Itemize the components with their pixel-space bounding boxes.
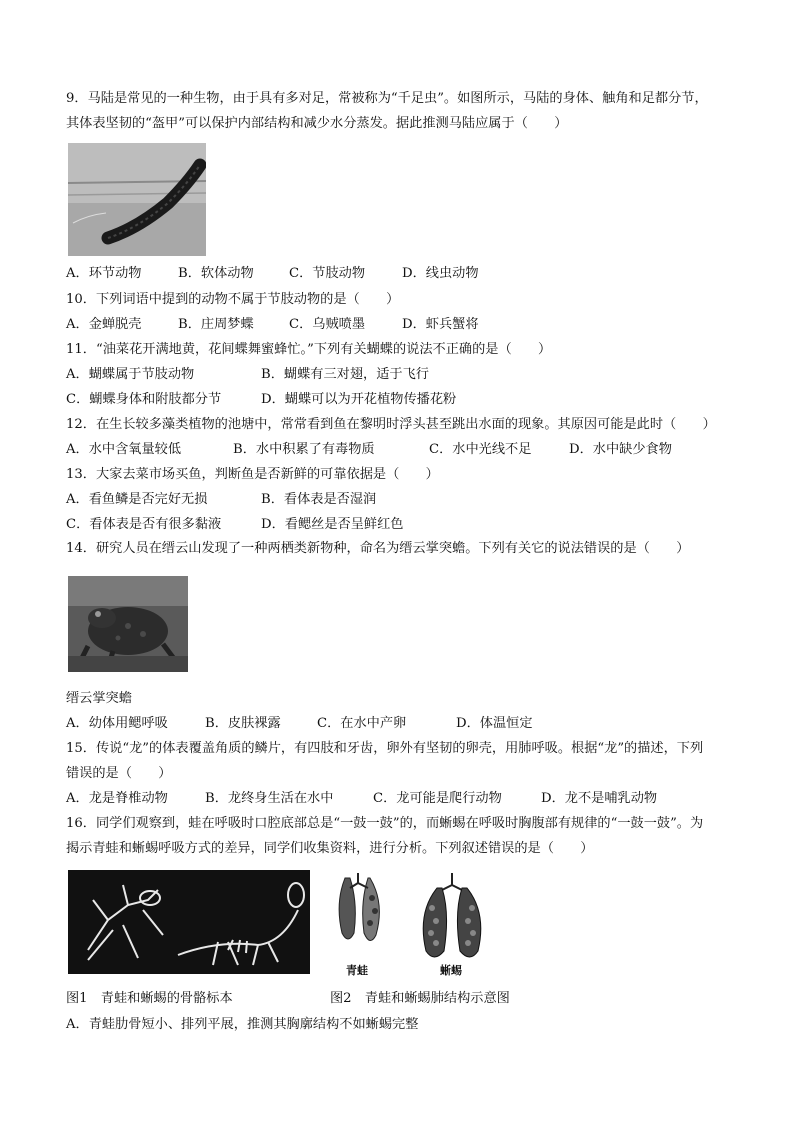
q15-option-b: B．龙终身生活在水中: [205, 791, 334, 806]
q15-stem-line2: 错误的是（ ）: [66, 766, 172, 781]
q11-option-b: B．蝴蝶有三对翅，适于飞行: [261, 367, 429, 382]
q12-stem: 12．在生长较多藻类植物的池塘中，常常看到鱼在黎明时浮头甚至跳出水面的现象。其原因可能是此时（ ）: [66, 417, 716, 432]
q14-option-c: C．在水中产卵: [317, 716, 407, 731]
q13-option-b: B．看体表是否湿润: [261, 492, 377, 507]
q9-option-b: B．软体动物: [178, 266, 254, 281]
skeleton-photo: [68, 870, 310, 974]
q13-stem: 13．大家去菜市场买鱼，判断鱼是否新鲜的可靠依据是（ ）: [66, 467, 439, 482]
q9-option-d: D．线虫动物: [402, 266, 479, 281]
frog-label: 青蛙: [346, 964, 368, 977]
q14-image-caption: 缙云掌突蟾: [66, 691, 132, 706]
q9-stem-line2: 其体表坚韧的“盔甲”可以保护内部结构和减少水分蒸发。据此推测马陆应属于（ ）: [66, 116, 568, 131]
q14-option-a: A．幼体用鳃呼吸: [66, 716, 168, 731]
q14-stem: 14．研究人员在缙云山发现了一种两栖类新物种，命名为缙云掌突蟾。下列有关它的说法错误的是（ ）: [66, 541, 690, 556]
q16-stem-line1: 16．同学们观察到，蛙在呼吸时口腔底部总是“一鼓一鼓”的，而蜥蜴在呼吸时胸腹部有规律的“一鼓一鼓”。为: [66, 816, 704, 831]
frog-lizard-skeleton-image: [68, 870, 310, 974]
q12-option-c: C．水中光线不足: [429, 442, 532, 457]
frog-lung-image: [330, 873, 390, 958]
q13-option-c: C．看体表是否有很多黏液: [66, 517, 222, 532]
q11-stem: 11．“油菜花开满地黄，花间蝶舞蜜蜂忙。”下列有关蝴蝶的说法不正确的是（ ）: [66, 342, 552, 357]
millipede-photo: [68, 143, 206, 256]
q10-option-c: C．乌贼喷墨: [289, 317, 366, 332]
q9-stem-line1: 9．马陆是常见的一种生物，由于具有多对足，常被称为“千足虫”。如图所示，马陆的身体、触角和足都分节，: [66, 91, 708, 106]
q16-stem-line2: 揭示青蛙和蜥蜴呼吸方式的差异，同学们收集资料，进行分析。下列叙述错误的是（ ）: [66, 841, 594, 856]
q11-option-a: A．蝴蝶属于节肢动物: [66, 367, 195, 382]
q12-option-d: D．水中缺少食物: [569, 442, 672, 457]
q9-option-a: A．环节动物: [66, 266, 142, 281]
lizard-lung-image: [412, 873, 492, 963]
frog-image: [68, 576, 188, 672]
q10-option-b: B．庄周梦蝶: [178, 317, 254, 332]
q15-option-d: D．龙不是哺乳动物: [541, 791, 658, 806]
fig1-caption: 图1 青蛙和蜥蜴的骨骼标本: [66, 991, 233, 1006]
frog-lung-diagram: [330, 873, 390, 958]
q10-stem: 10．下列词语中提到的动物不属于节肢动物的是（ ）: [66, 292, 400, 307]
lizard-lung-diagram: [412, 873, 492, 963]
fig2-caption: 图2 青蛙和蜥蜴肺结构示意图: [330, 991, 510, 1006]
q15-option-a: A．龙是脊椎动物: [66, 791, 168, 806]
q10-option-d: D．虾兵蟹将: [402, 317, 479, 332]
q16-option-a: A．青蛙肋骨短小、排列平展，推测其胸廓结构不如蜥蜴完整: [66, 1017, 419, 1032]
q13-option-a: A．看鱼鳞是否完好无损: [66, 492, 208, 507]
q9-option-c: C．节肢动物: [289, 266, 366, 281]
q14-option-d: D．体温恒定: [456, 716, 533, 731]
q11-option-c: C．蝴蝶身体和附肢都分节: [66, 392, 222, 407]
lizard-label: 蜥蜴: [440, 964, 462, 977]
q13-option-d: D．看鳃丝是否呈鲜红色: [261, 517, 404, 532]
q15-stem-line1: 15．传说“龙”的体表覆盖角质的鳞片，有四肢和牙齿，卵外有坚韧的卵壳，用肺呼吸。根据“龙”的描述，下列: [66, 741, 704, 756]
q12-option-a: A．水中含氧量较低: [66, 442, 182, 457]
q14-option-b: B．皮肤裸露: [205, 716, 281, 731]
frog-photo: [68, 576, 188, 672]
q10-option-a: A．金蝉脱壳: [66, 317, 142, 332]
q11-option-d: D．蝴蝶可以为开花植物传播花粉: [261, 392, 457, 407]
q15-option-c: C．龙可能是爬行动物: [373, 791, 502, 806]
q12-option-b: B．水中积累了有毒物质: [233, 442, 375, 457]
millipede-image: [68, 143, 206, 256]
